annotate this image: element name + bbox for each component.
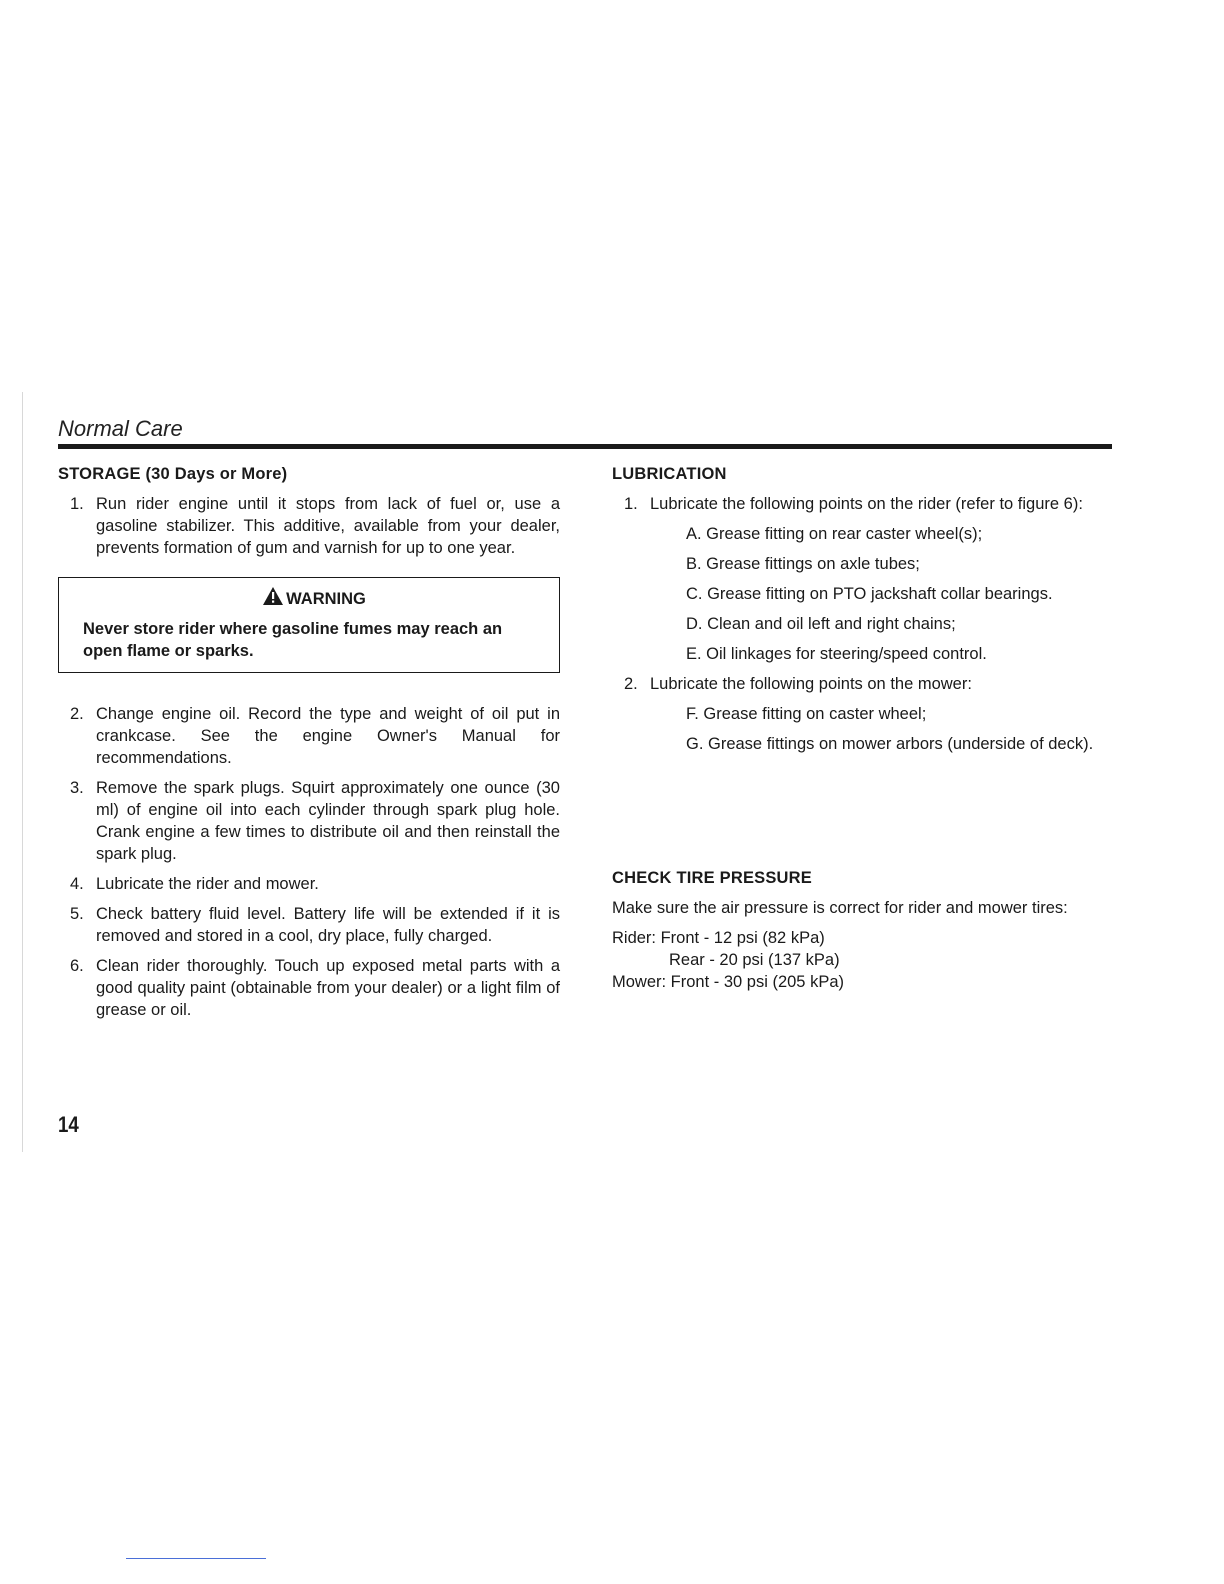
rider-lubrication-points xyxy=(648,523,1112,665)
step-number: 3. xyxy=(70,779,84,797)
lubrication-point: C. Grease fitting on PTO jackshaft collar bearings. xyxy=(686,585,1053,603)
tire-pressure-intro: Make sure the air pressure is correct for rider and mower tires: xyxy=(612,899,1068,917)
lubrication-heading: LUBRICATION xyxy=(612,465,727,483)
tire-pressure-row: Rear - 20 psi (137 kPa) xyxy=(669,951,840,969)
storage-step xyxy=(58,777,560,865)
lubrication-point: D. Clean and oil left and right chains; xyxy=(686,615,956,633)
step-text: Lubricate the following points on the rider (refer to figure 6): xyxy=(650,495,1083,513)
step-number: 1. xyxy=(70,495,84,513)
tire-pressure-section xyxy=(612,867,1112,993)
bottom-underline xyxy=(126,1558,266,1559)
step-text: Check battery fluid level. Battery life will be extended if it is removed and stored in a cool, dry place, fully charged. xyxy=(96,905,560,945)
warning-triangle-icon xyxy=(262,586,284,612)
mower-lubrication-points xyxy=(648,703,1112,755)
storage-step xyxy=(58,493,560,559)
lubrication-point: G. Grease fittings on mower arbors (underside of deck). xyxy=(686,735,1094,753)
step-number: 2. xyxy=(70,705,84,723)
step-text: Clean rider thoroughly. Touch up exposed metal parts with a good quality paint (obtainable from your dealer) or a light film of grease or oil. xyxy=(96,957,560,1019)
page-number: 14 xyxy=(58,1112,79,1137)
header-rule xyxy=(58,444,1112,449)
lubrication-step xyxy=(612,493,1112,665)
step-text: Lubricate the following points on the mower: xyxy=(650,675,972,693)
lubrication-steps-list xyxy=(612,493,1112,755)
step-text: Remove the spark plugs. Squirt approximately one ounce (30 ml) of engine oil into each cylinder through spark plug hole. Crank engine a few times to distribute oil and then reinstall the spark plug. xyxy=(96,779,560,863)
storage-step xyxy=(58,873,560,895)
step-number: 5. xyxy=(70,905,84,923)
lubrication-point: B. Grease fittings on axle tubes; xyxy=(686,555,920,573)
storage-steps-list-continued xyxy=(58,703,560,1021)
storage-step xyxy=(58,903,560,947)
left-column xyxy=(58,463,560,1029)
tire-pressure-heading: CHECK TIRE PRESSURE xyxy=(612,869,812,887)
lubrication-point: A. Grease fitting on rear caster wheel(s); xyxy=(686,525,983,543)
step-text: Change engine oil. Record the type and weight of oil put in crankcase. See the engine Owner's Manual for recommendations. xyxy=(96,705,560,767)
right-column xyxy=(612,463,1112,993)
lubrication-point: E. Oil linkages for steering/speed control. xyxy=(686,645,987,663)
step-text: Run rider engine until it stops from lack of fuel or, use a gasoline stabilizer. This additive, available from your dealer, prevents formation of gum and varnish for up to one year. xyxy=(96,495,560,557)
page-edge-line xyxy=(22,392,23,1152)
step-number: 1. xyxy=(624,495,638,513)
step-text: Lubricate the rider and mower. xyxy=(96,875,319,893)
storage-heading: STORAGE (30 Days or More) xyxy=(58,465,288,483)
section-title: Normal Care xyxy=(58,416,183,441)
warning-header xyxy=(83,586,545,612)
warning-box xyxy=(58,577,560,673)
storage-steps-list xyxy=(58,493,560,559)
section-header xyxy=(58,416,1112,449)
storage-step xyxy=(58,703,560,769)
lubrication-point: F. Grease fitting on caster wheel; xyxy=(686,705,927,723)
step-number: 2. xyxy=(624,675,638,693)
tire-pressure-row: Rider: Front - 12 psi (82 kPa) xyxy=(612,929,825,947)
step-number: 4. xyxy=(70,875,84,893)
lubrication-step xyxy=(612,673,1112,755)
warning-label: WARNING xyxy=(286,590,366,608)
step-number: 6. xyxy=(70,957,84,975)
tire-pressure-row: Mower: Front - 30 psi (205 kPa) xyxy=(612,973,844,991)
storage-step xyxy=(58,955,560,1021)
warning-text: Never store rider where gasoline fumes may reach an open flame or sparks. xyxy=(83,620,503,660)
